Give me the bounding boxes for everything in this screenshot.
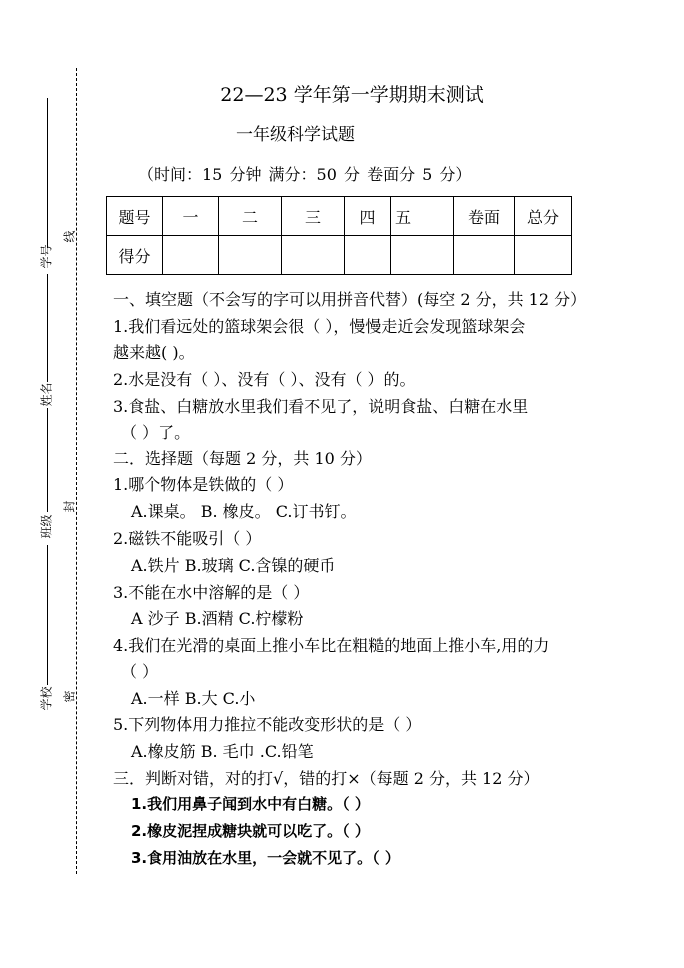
question-2-2-options: A.铁片 B.玻璃 C.含镍的硬币 [131, 556, 336, 575]
exam-title: 22—23 学年第一学期期末测试 [220, 84, 484, 106]
question-2-4: 4.我们在光滑的桌面上推小车比在粗糙的地面上推小车,用的力 [113, 636, 550, 655]
question-3-2: 2.橡皮泥捏成糖块就可以吃了。（ ） [131, 822, 370, 840]
class-label: 班级 [39, 514, 54, 539]
question-2-3: 3.不能在水中溶解的是（ ） [113, 583, 310, 602]
question-1-1-cont: 越来越( )。 [113, 343, 195, 362]
name-label: 姓名 [39, 382, 54, 407]
class-line [47, 408, 48, 512]
question-1-3: 3.食盐、白糖放水里我们看不见了，说明食盐、白糖在水里 [113, 397, 529, 416]
section1-heading: 一、填空题（不会写的字可以用拼音代替）(每空 2 分，共 12 分） [113, 290, 587, 309]
question-2-2: 2.磁铁不能吸引（ ） [113, 529, 262, 548]
seal-seal-label: 封 [62, 500, 77, 513]
question-1-1: 1.我们看远处的篮球架会很（ ），慢慢走近会发现篮球架会 [113, 317, 526, 336]
question-2-1-options: A.课桌。 B. 橡皮。 C.订书钉。 [131, 502, 357, 521]
student-id-label: 学号 [39, 244, 54, 269]
seal-dashed-line [76, 68, 77, 874]
score-input-cell[interactable] [219, 236, 282, 275]
question-2-5-options: A.橡皮筋 B. 毛巾 .C.铅笔 [131, 742, 314, 761]
section3-heading: 三．判断对错，对的打√，错的打×（每题 2 分，共 12 分） [113, 769, 540, 788]
score-input-cell[interactable] [454, 236, 515, 275]
name-line [47, 274, 48, 382]
question-1-2: 2.水是没有（ ）、没有（ ）、没有（ ）的。 [113, 370, 416, 389]
table-cell: 五 [391, 197, 454, 236]
question-2-1: 1.哪个物体是铁做的（ ） [113, 475, 294, 494]
exam-info: （时间：15 分钟 满分：50 分 卷面分 5 分） [138, 165, 472, 184]
question-2-5: 5.下列物体用力推拉不能改变形状的是（ ） [113, 715, 422, 734]
question-1-3-cont: （ ）了。 [121, 423, 191, 442]
seal-close-label: 密 [62, 690, 77, 703]
score-input-cell[interactable] [515, 236, 572, 275]
table-cell: 四 [345, 197, 391, 236]
section2-heading: 二．选择题（每题 2 分，共 10 分） [113, 449, 372, 468]
score-table-score-row [107, 236, 572, 275]
question-3-3: 3.食用油放在水里，一会就不见了。（ ） [131, 849, 400, 867]
table-cell: 三 [282, 197, 345, 236]
seal-line-label: 线 [62, 230, 77, 243]
student-id-line [47, 98, 48, 248]
school-label: 学校 [39, 686, 54, 711]
table-cell: 卷面 [454, 197, 515, 236]
question-2-4-cont: （ ） [121, 662, 159, 681]
school-line [47, 545, 48, 685]
table-cell: 总分 [515, 197, 572, 236]
score-input-cell[interactable] [163, 236, 219, 275]
table-cell: 一 [163, 197, 219, 236]
exam-subtitle: 一年级科学试题 [236, 125, 355, 145]
table-cell: 得分 [107, 236, 163, 275]
table-cell: 题号 [107, 197, 163, 236]
question-3-1: 1.我们用鼻子闻到水中有白糖。（ ） [131, 795, 370, 813]
question-2-3-options: A 沙子 B.酒精 C.柠檬粉 [131, 609, 304, 628]
score-input-cell[interactable] [282, 236, 345, 275]
score-input-cell[interactable] [391, 236, 454, 275]
score-table [106, 196, 572, 275]
question-2-4-options: A.一样 B.大 C.小 [131, 689, 256, 708]
table-cell: 二 [219, 197, 282, 236]
score-input-cell[interactable] [345, 236, 391, 275]
score-table-header-row [107, 197, 572, 236]
